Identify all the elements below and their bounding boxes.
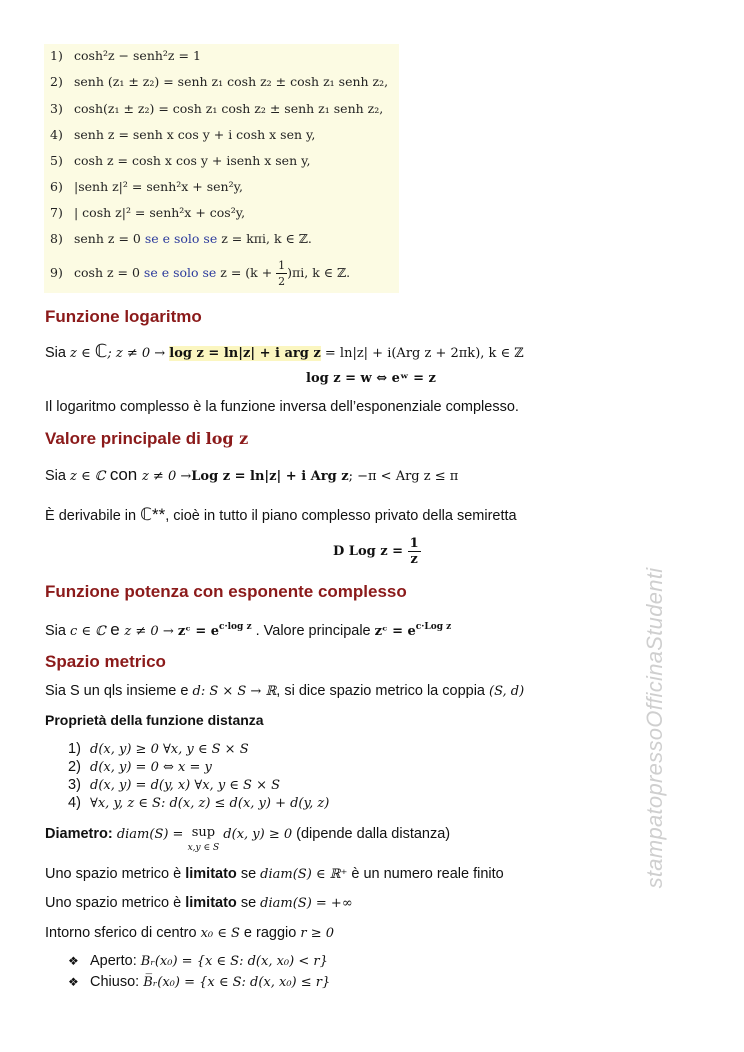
principal-log-line: Sia z ∈ ℂ con z ≠ 0 →Log z = ln|z| + i Arg z; −π < Arg z ≤ π: [45, 465, 459, 484]
closed-ball-item: ❖ Chiuso: B̅ᵣ(x₀) = {x ∈ S: d(x, x₀) ≤ r}: [68, 974, 331, 990]
formula-8: 8) senh z = 0 se e solo se z = kπi, k ∈ ℤ.: [50, 231, 312, 246]
bounded-line-2: Uno spazio metrico è limitato se diam(S) = +∞: [45, 895, 353, 911]
heading-potenza: Funzione potenza con esponente complesso: [45, 582, 407, 601]
list-item: 1) d(x, y) ≥ 0 ∀x, y ∈ S × S: [68, 741, 249, 757]
formula-box: [44, 44, 399, 293]
formula-6: 6) |senh z|² = senh²x + sen²y,: [50, 179, 243, 194]
heading-logaritmo: Funzione logaritmo: [45, 307, 202, 326]
formula-1: 1) cosh²z − senh²z = 1: [50, 48, 201, 63]
diamond-bullet-icon: ❖: [68, 954, 79, 968]
formula-7: 7) | cosh z|² = senh²x + cos²y,: [50, 205, 246, 220]
power-line: Sia c ∈ ℂ e z ≠ 0 → zᶜ = $e^{c\cdot log z}$ . Valore principale zᶜ = $e^{c\cdot Log z}$: [45, 620, 452, 639]
list-item: 3) d(x, y) = d(y, x) ∀x, y ∈ S × S: [68, 777, 281, 793]
heading-valore-principale: Valore principale di log z: [45, 429, 249, 448]
formula-9: 9) cosh z = 0 se e solo se z = (k + $\frac{1}{2}$ )πi, k ∈ ℤ.: [50, 259, 351, 288]
log-description: Il logaritmo complesso è la funzione inversa dell’esponenziale complesso.: [45, 399, 519, 415]
formula-5: 5) cosh z = cosh x cos y + isenh x sen y,: [50, 153, 311, 168]
diamond-bullet-icon: ❖: [68, 975, 79, 989]
metric-space-intro: Sia S un qls insieme e d: S × S → ℝ, si dice spazio metrico la coppia (S, d): [45, 683, 525, 699]
watermark: stampatopressoOfficinaStudenti: [642, 567, 667, 889]
formula-4: 4) senh z = senh x cos y + i cosh x sen y,: [50, 127, 316, 142]
derivability-line: È derivabile in ℂ**, cioè in tutto il piano complesso privato della semiretta: [45, 505, 517, 524]
neighborhood-line: Intorno sferico di centro x₀ ∈ S e raggio r ≥ 0: [45, 925, 335, 941]
properties-title: Proprietà della funzione distanza: [45, 712, 264, 728]
formula-3: 3) cosh(z₁ ± z₂) = cosh z₁ cosh z₂ ± senh z₁ senh z₂,: [50, 101, 384, 116]
list-item: 2) d(x, y) = 0 ⇔ x = y: [68, 759, 212, 775]
diameter-line: Diametro: diam(S) = sup x,y ∈ S d(x, y) ≥ 0 (dipende dalla distanza): [45, 825, 451, 853]
heading-spazio-metrico: Spazio metrico: [45, 652, 166, 671]
bounded-line-1: Uno spazio metrico è limitato se diam(S) ∈ ℝ⁺ è un numero reale finito: [45, 866, 504, 882]
formula-2: 2) senh (z₁ ± z₂) = senh z₁ cosh z₂ ± cosh z₁ senh z₂,: [50, 74, 389, 89]
log-equivalence: log z = w ⇔ eʷ = z: [306, 371, 436, 386]
derivative-formula: D Log z = $\frac{1}{z}$: [333, 536, 419, 567]
list-item: 4) ∀x, y, z ∈ S: d(x, z) ≤ d(x, y) + d(y, z): [68, 795, 330, 811]
properties-list: [68, 741, 329, 813]
open-ball-item: ❖ Aperto: Bᵣ(x₀) = {x ∈ S: d(x, x₀) < r}: [68, 953, 328, 969]
log-definition-line: Sia z ∈ ℂ; z ≠ 0 → log z = ln|z| + i arg z = ln|z| + i(Arg z + 2πk), k ∈ ℤ: [45, 341, 524, 361]
